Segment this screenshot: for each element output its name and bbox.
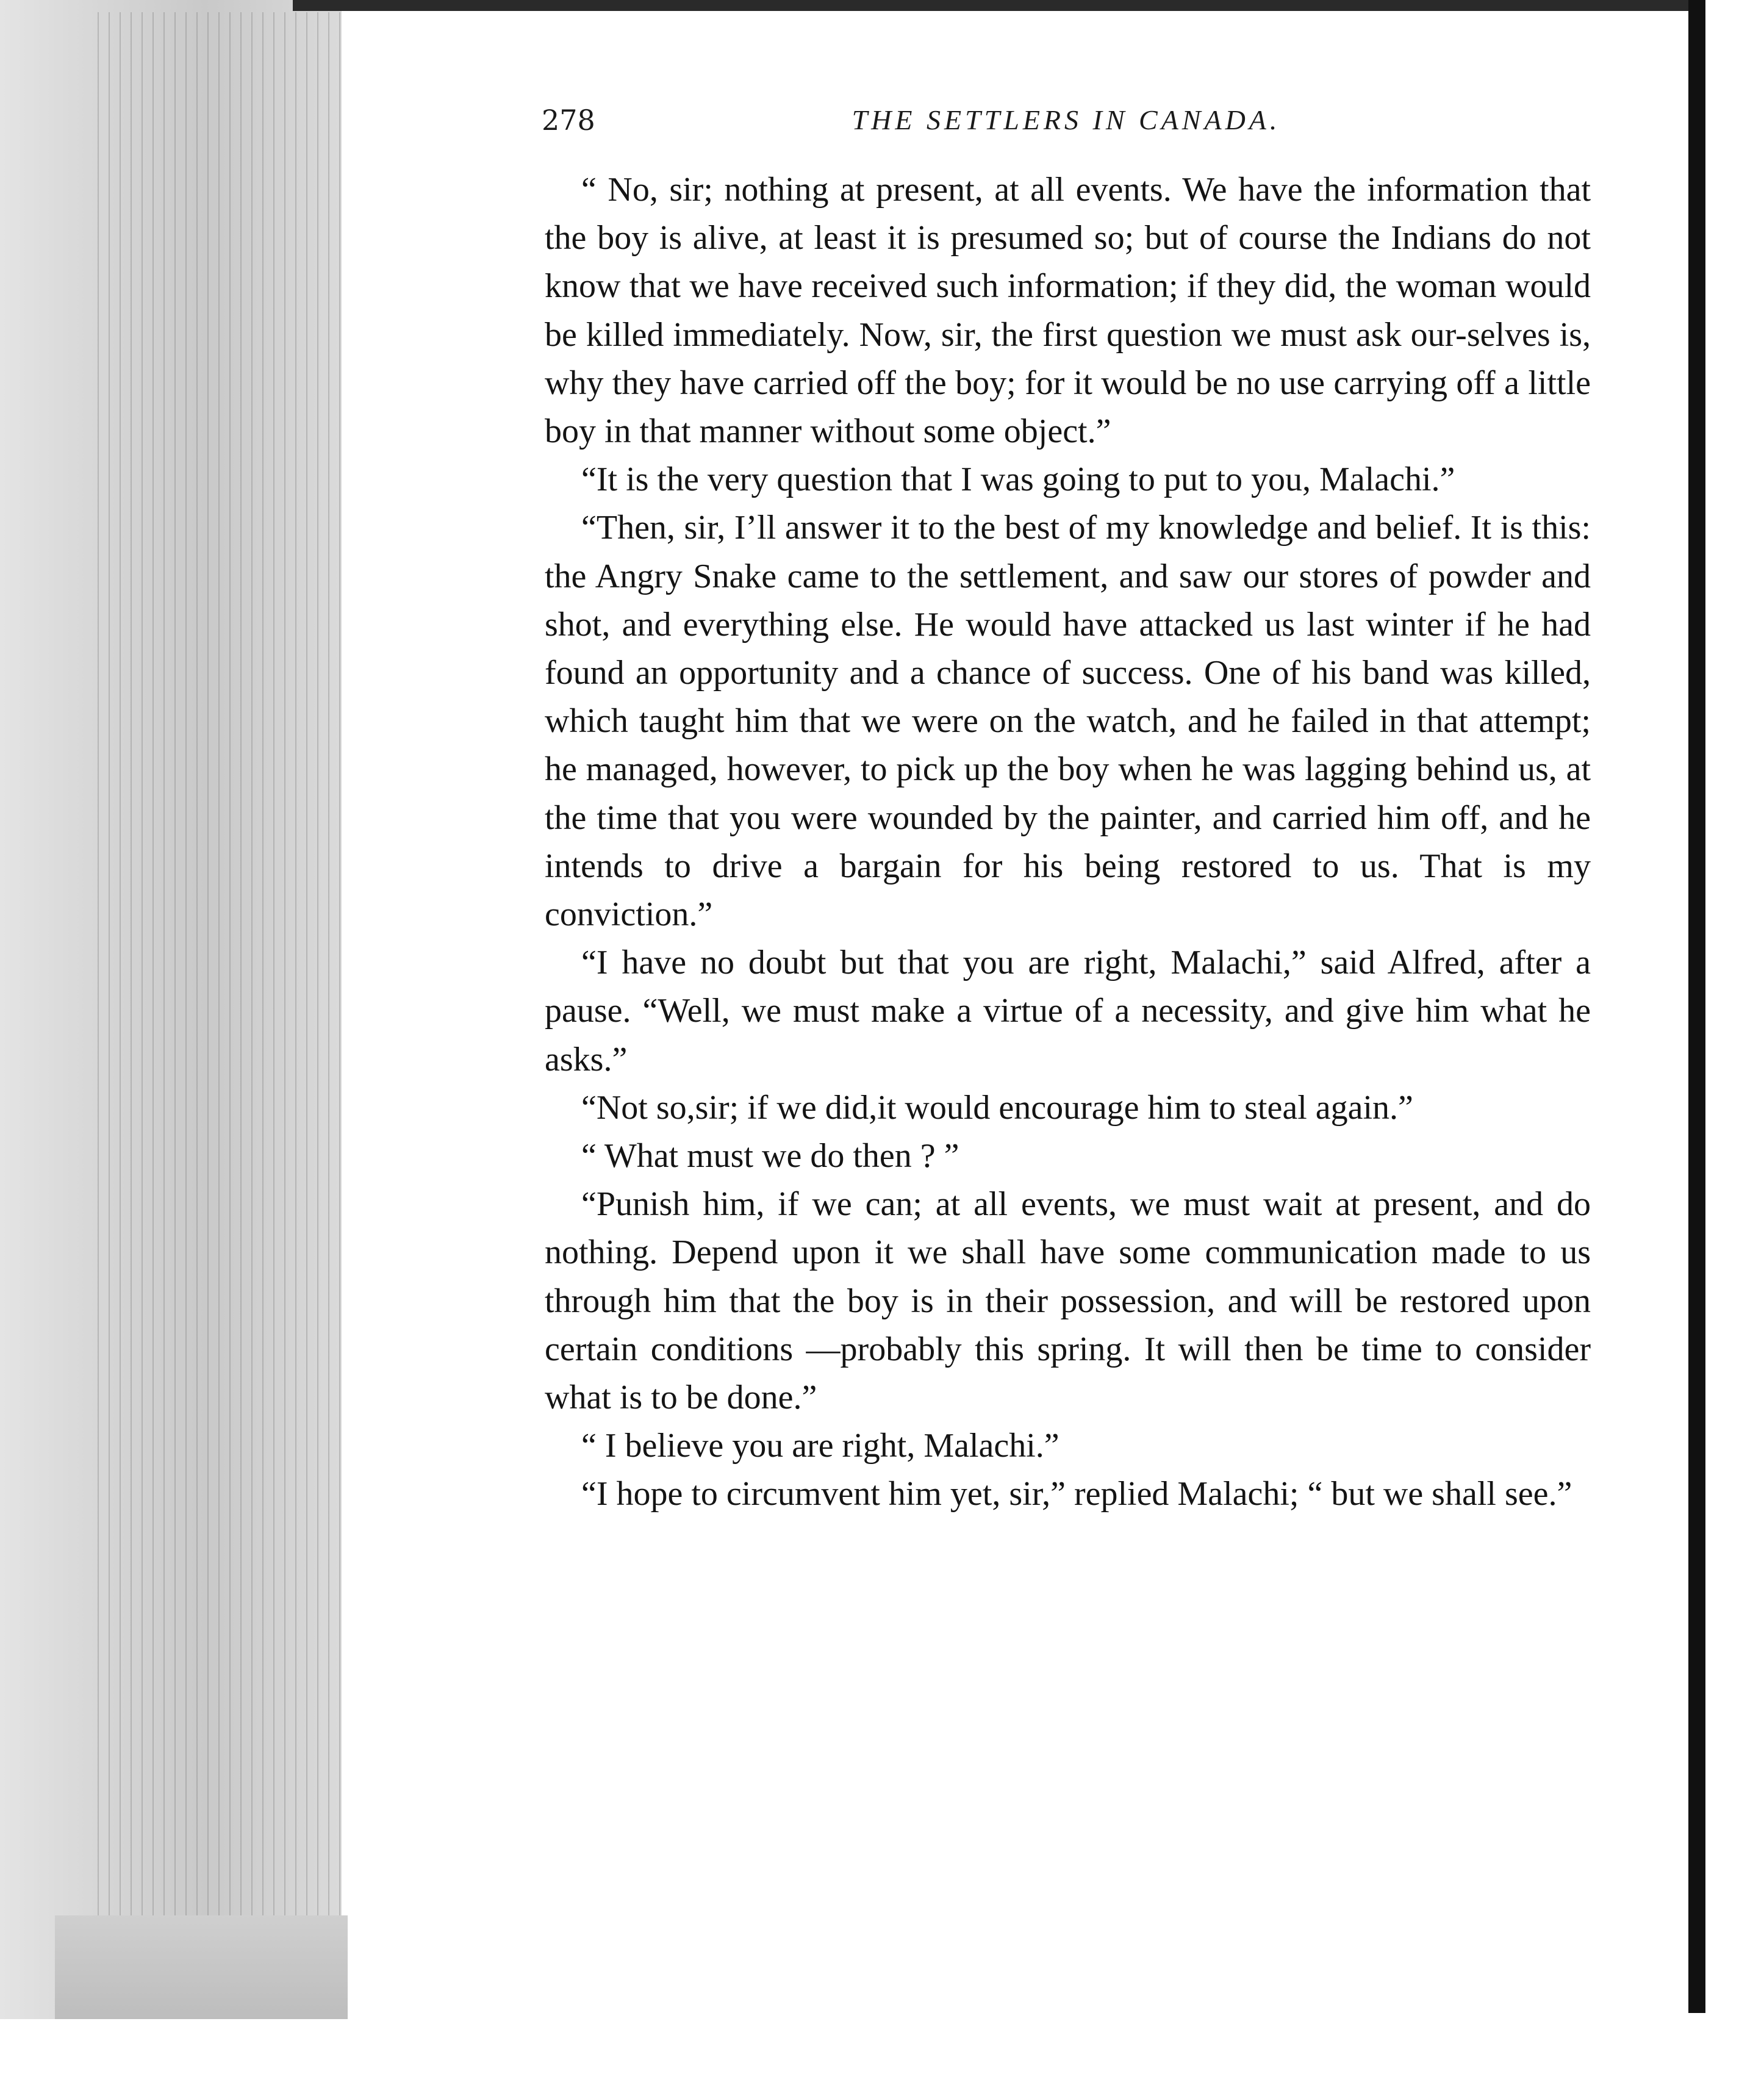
page-header (542, 104, 1591, 146)
paragraph: “It is the very question that I was going to put to you, Malachi.” (581, 461, 1455, 499)
body-text (545, 166, 1591, 1519)
paragraph: “Then, sir, I’ll answer it to the best of my knowledge and belief. It is this: the Angry Snake came to the settlement, and saw our stores of powder and shot, and everything else. He would have attacked us last winter if he had found an opportunity and a chance of success. One of his band was killed, which taught him that we were on the watch, and he failed in that attempt; he managed, however, to pick up the boy when he was lagging behind us, at the time that you were wounded by the painter, and carried him off, and he intends to drive a bargain for his being restored to us. That is my conviction.” (545, 509, 1591, 934)
page-stack-bottom (55, 1915, 348, 2019)
right-page-edge (1688, 0, 1705, 2013)
running-title: THE SETTLERS IN CANADA. (852, 104, 1281, 135)
paragraph: “Not so,sir; if we did,it would encourage him to steal again.” (581, 1088, 1413, 1127)
paragraph: “ No, sir; nothing at present, at all events. We have the information that the boy is alive, at least it is presumed so; but of course the Indians do not know that we have received such information; if they did, the woman would be killed immediately. Now, sir, the first question we must ask our-selves is, why they have carried off the boy; for it would be no use carrying off a little boy in that manner without some object.” (545, 171, 1591, 451)
page-top-edge (293, 0, 1696, 11)
page-number: 278 (542, 104, 595, 137)
paragraph: “ What must we do then ? ” (581, 1137, 959, 1175)
paragraph: “Punish him, if we can; at all events, we must wait at present, and do nothing. Depend upon it we shall have some communication made to us through him that the boy is in their possession, and will be restored upon certain conditions —probably this spring. It will then be time to consider what is to be done.” (545, 1185, 1591, 1417)
paragraph: “I have no doubt but that you are right, Malachi,” said Alfred, after a pause. “Well, we must make a virtue of a necessity, and give him what he asks.” (545, 944, 1591, 1078)
right-margin (1705, 0, 1764, 2074)
paragraph: “ I believe you are right, Malachi.” (581, 1427, 1059, 1465)
page-edge-lines (98, 12, 342, 2025)
bottom-margin (0, 2019, 1764, 2074)
paragraph: “I hope to circumvent him yet, sir,” replied Malachi; “ but we shall see.” (581, 1475, 1572, 1513)
